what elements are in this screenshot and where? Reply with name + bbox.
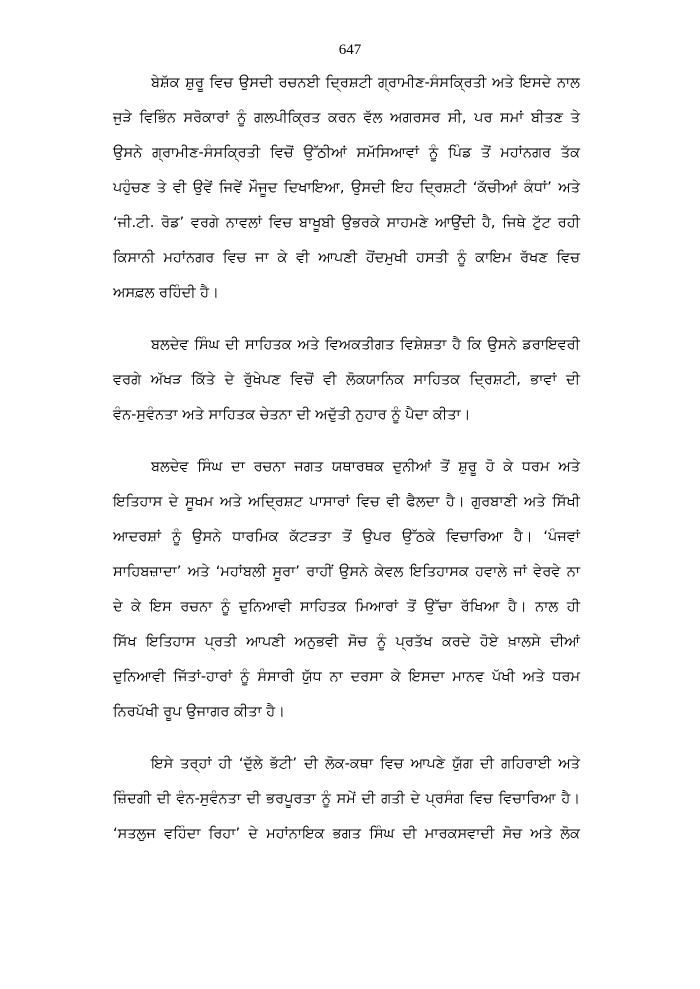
paragraph <box>113 450 580 730</box>
page-number: 647 <box>338 42 362 58</box>
text-line: ਸਾਹਿਬਜ਼ਾਦਾ’ ਅਤੇ ‘ਮਹਾਂਬਲੀ ਸੂਰਾ’ ਰਾਹੀਂ ਉਸਨੇ ਕੇਵਲ ਇਤਿਹਾਸਕ ਹਵਾਲੇ ਜਾਂ ਵੇਰਵੇ ਨਾ <box>113 564 580 580</box>
body-text <box>113 66 580 852</box>
text-line: ਬਲਦੇਵ ਸਿੰਘ ਦਾ ਰਚਨਾ ਜਗਤ ਯਥਾਰਥਕ ਦੁਨੀਆਂ ਤੋਂ ਸ਼ੁਰੂ ਹੋ ਕੇ ਧਰਮ ਅਤੇ <box>151 459 580 475</box>
text-line: ਕਿਸਾਨੀ ਮਹਾਂਨਗਰ ਵਿਚ ਜਾ ਕੇ ਵੀ ਆਪਣੀ ਹੋਂਦਮੁਖੀ ਹਸਤੀ ਨੂੰ ਕਾਇਮ ਰੱਖਣ ਵਿਚ <box>113 250 580 266</box>
paragraph <box>113 328 580 433</box>
text-line: ਜ਼ਿੰਦਗੀ ਦੀ ਵੰਨ-ਸੁਵੰਨਤਾ ਦੀ ਭਰਪੂਰਤਾ ਨੂੰ ਸਮੇਂ ਦੀ ਗਤੀ ਦੇ ਪ੍ਰਸੰਗ ਵਿਚ ਵਿਚਾਰਿਆ ਹੈ। <box>113 791 580 807</box>
text-line: ਪਹੁੰਚਣ ਤੇ ਵੀ ਉਵੇਂ ਜਿਵੇਂ ਮੌਜੂਦ ਦਿਖਾਇਆ, ਉਸਦੀ ਇਹ ਦ੍ਰਿਸ਼ਟੀ ‘ਕੱਚੀਆਂ ਕੰਧਾਂ’ ਅਤੇ <box>113 180 580 196</box>
text-line: ਇਤਿਹਾਸ ਦੇ ਸੂਖਮ ਅਤੇ ਅਦ੍ਰਿਸ਼ਟ ਪਾਸਾਰਾਂ ਵਿਚ ਵੀ ਫੈਲਦਾ ਹੈ। ਗੁਰਬਾਣੀ ਅਤੇ ਸਿੱਖੀ <box>113 494 580 510</box>
paragraph <box>113 747 580 852</box>
text-line: ਵੰਨ-ਸੁਵੰਨਤਾ ਅਤੇ ਸਾਹਿਤਕ ਚੇਤਨਾ ਦੀ ਅਦੁੱਤੀ ਨੁਹਾਰ ਨੂੰ ਪੈਦਾ ਕੀਤਾ। <box>113 407 471 423</box>
text-line: ਅਸਫ਼ਲ ਰਹਿੰਦੀ ਹੈ। <box>113 285 219 301</box>
text-line: ਆਦਰਸ਼ਾਂ ਨੂੰ ਉਸਨੇ ਧਾਰਮਿਕ ਕੱਟੜਤਾ ਤੋਂ ਉਪਰ ਉੱਠਕੇ ਵਿਚਾਰਿਆ ਹੈ। ‘ਪੰਜਵਾਂ <box>113 529 580 545</box>
text-line: ਸਿੱਖ ਇਤਿਹਾਸ ਪ੍ਰਤੀ ਆਪਣੀ ਅਨੁਭਵੀ ਸੋਚ ਨੂੰ ਪ੍ਰਤੱਖ ਕਰਦੇ ਹੋਏ ਖ਼ਾਲਸੇ ਦੀਆਂ <box>113 634 580 650</box>
text-line: ਉਸਨੇ ਗ੍ਰਾਮੀਣ-ਸੰਸਕ੍ਰਿਤੀ ਵਿਚੋਂ ਉੱਠੀਆਂ ਸਮੱਸਿਆਵਾਂ ਨੂੰ ਪਿੰਡ ਤੋਂ ਮਹਾਂਨਗਰ ਤੱਕ <box>113 145 580 161</box>
paragraph <box>113 66 580 311</box>
text-line: ਬੇਸ਼ੱਕ ਸ਼ੁਰੂ ਵਿਚ ਉਸਦੀ ਰਚਨਈ ਦ੍ਰਿਸ਼ਟੀ ਗ੍ਰਾਮੀਣ-ਸੰਸਕ੍ਰਿਤੀ ਅਤੇ ਇਸਦੇ ਨਾਲ <box>151 75 580 91</box>
text-line: ਵਰਗੇ ਅੱਖੜ ਕਿੱਤੇ ਦੇ ਰੁੱਖੇਪਣ ਵਿਚੋਂ ਵੀ ਲੋਕਯਾਨਿਕ ਸਾਹਿਤਕ ਦ੍ਰਿਸ਼ਟੀ, ਭਾਵਾਂ ਦੀ <box>113 372 580 388</box>
text-line: ‘ਸਤਲੁਜ ਵਹਿੰਦਾ ਰਿਹਾ’ ਦੇ ਮਹਾਂਨਾਇਕ ਭਗਤ ਸਿੰਘ ਦੀ ਮਾਰਕਸਵਾਦੀ ਸੋਚ ਅਤੇ ਲੋਕ <box>113 826 580 842</box>
text-line: ਨਿਰਪੱਖੀ ਰੂਪ ਉਜਾਗਰ ਕੀਤਾ ਹੈ। <box>113 704 285 720</box>
text-line: ‘ਜੀ.ਟੀ. ਰੋਡ’ ਵਰਗੇ ਨਾਵਲਾਂ ਵਿਚ ਬਾਖੂਬੀ ਉਭਰਕੇ ਸਾਹਮਣੇ ਆਉਂਦੀ ਹੈ, ਜਿਥੇ ਟੁੱਟ ਰਹੀ <box>113 215 580 231</box>
text-line: ਬਲਦੇਵ ਸਿੰਘ ਦੀ ਸਾਹਿਤਕ ਅਤੇ ਵਿਅਕਤੀਗਤ ਵਿਸ਼ੇਸ਼ਤਾ ਹੈ ਕਿ ਉਸਨੇ ਡਰਾਇਵਰੀ <box>151 337 580 353</box>
text-line: ਦੁਨਿਆਵੀ ਜਿੱਤਾਂ-ਹਾਰਾਂ ਨੂੰ ਸੰਸਾਰੀ ਯੁੱਧ ਨਾ ਦਰਸਾ ਕੇ ਇਸਦਾ ਮਾਨਵ ਪੱਖੀ ਅਤੇ ਧਰਮ <box>113 669 580 685</box>
text-line: ਇਸੇ ਤਰ੍ਹਾਂ ਹੀ ‘ਦੁੱਲੇ ਭੱਟੀ’ ਦੀ ਲੋਕ-ਕਥਾ ਵਿਚ ਆਪਣੇ ਯੁੱਗ ਦੀ ਗਹਿਰਾਈ ਅਤੇ <box>151 756 580 772</box>
text-line: ਜੁੜੇ ਵਿਭਿੰਨ ਸਰੋਕਾਰਾਂ ਨੂੰ ਗਲਪੀਕ੍ਰਿਤ ਕਰਨ ਵੱਲ ਅਗਰਸਰ ਸੀ, ਪਰ ਸਮਾਂ ਬੀਤਣ ਤੇ <box>113 110 580 126</box>
text-line: ਦੇ ਕੇ ਇਸ ਰਚਨਾ ਨੂੰ ਦੁਨਿਆਵੀ ਸਾਹਿਤਕ ਮਿਆਰਾਂ ਤੋਂ ਉੱਚਾ ਰੱਖਿਆ ਹੈ। ਨਾਲ ਹੀ <box>113 599 580 615</box>
